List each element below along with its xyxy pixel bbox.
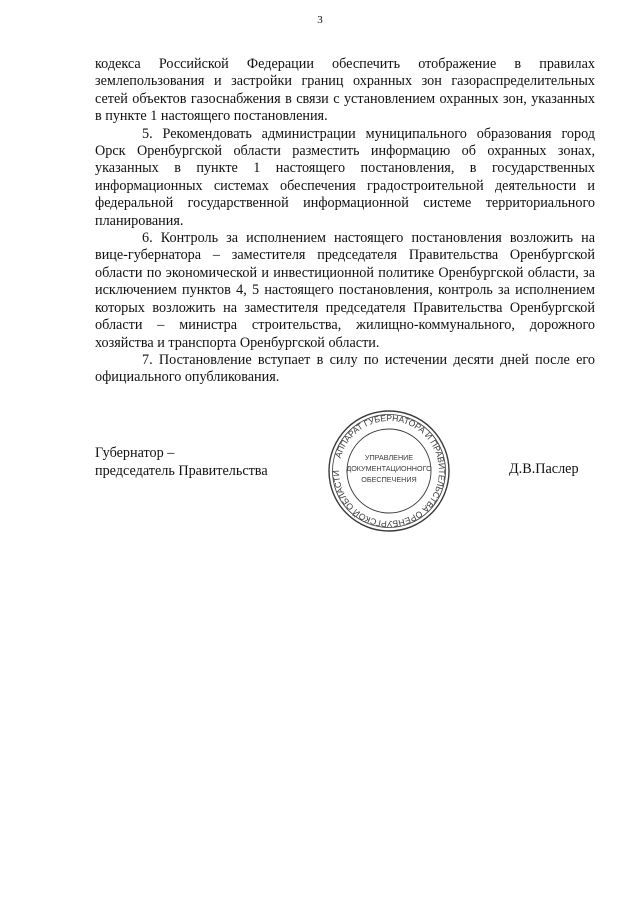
page-number: 3 bbox=[317, 14, 323, 26]
official-seal bbox=[326, 408, 452, 534]
seal-ring-text: АППАРАТ ГУБЕРНАТОРА И ПРАВИТЕЛЬСТВА ОРЕНБУРГСКОЙ ОБЛАСТИ bbox=[330, 412, 448, 530]
seal-center-line-1: УПРАВЛЕНИЕ bbox=[364, 453, 414, 462]
signatory-title-line-2: председатель Правительства bbox=[95, 463, 268, 479]
seal-center-line-3: ОБЕСПЕЧЕНИЯ bbox=[361, 475, 417, 484]
seal-center-line-2: ДОКУМЕНТАЦИОННОГО bbox=[346, 464, 432, 473]
document-body bbox=[95, 56, 595, 387]
paragraph-item-7: 7. Постановление вступает в силу по истечении десяти дней после его официального опубликования. bbox=[95, 351, 595, 386]
seal-graphic bbox=[326, 408, 452, 534]
paragraph-continuation: кодекса Российской Федерации обеспечить отображение в правилах землепользования и застройки границ охранных зон газораспределительных сетей объектов газоснабжения в связи с установлением охранных зон, указанных в пункте 1 настоящего постановления. bbox=[95, 56, 595, 125]
signatory-title bbox=[95, 444, 268, 480]
paragraph-item-6: 6. Контроль за исполнением настоящего постановления возложить на вице-губернатора – заместителя председателя Правительства Оренбургской области по экономической и инвестиционной политике Оренбургской области, за исключением пунктов 4, 5 настоящего постановления, контроль за исполнением которых возложить на заместителя председателя Правительства Оренбургской области – министра строительства, жилищно-коммунального, дорожного хозяйства и транспорта Оренбургской области. bbox=[95, 230, 595, 351]
signatory-name: Д.В.Паслер bbox=[509, 461, 579, 477]
paragraph-item-5: 5. Рекомендовать администрации муниципального образования город Орск Оренбургской области разместить информацию об охранных зонах, указанных в пункте 1 настоящего постановления, в государственных информационных системах обеспечения градостроительной деятельности и федеральной государственной информационной системе территориального планирования. bbox=[95, 125, 595, 229]
signatory-title-line-1: Губернатор – bbox=[95, 445, 175, 461]
